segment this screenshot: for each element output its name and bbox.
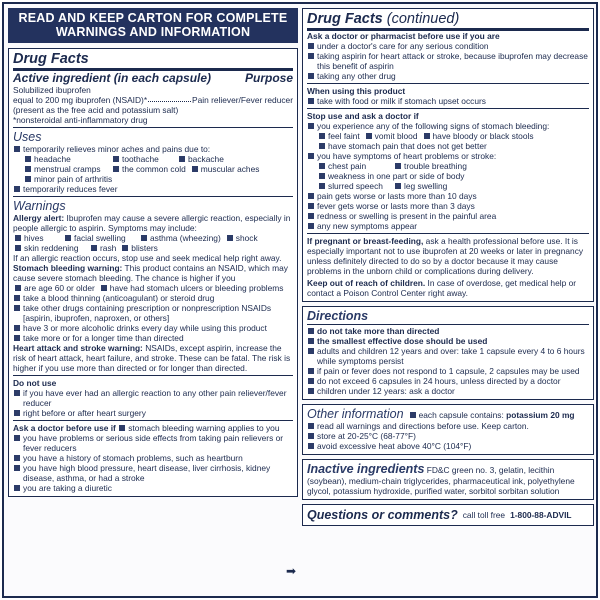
stomach-item: have 3 or more alcoholic drinks every day while using this product xyxy=(13,323,293,333)
when-using-label: When using this product xyxy=(307,86,406,96)
carton-header xyxy=(8,8,298,43)
questions-title: Questions or comments? xyxy=(307,508,458,522)
divider xyxy=(13,127,293,128)
ask-pharmacist-item: under a doctor's care for any serious condition xyxy=(307,41,589,51)
direction-item: do not exceed 6 capsules in 24 hours, unless directed by a doctor xyxy=(307,376,589,386)
active-line: Solubilized ibuprofen xyxy=(13,85,91,95)
allergy-label: Allergy alert: xyxy=(13,213,65,223)
purpose-heading: Purpose xyxy=(244,71,293,85)
continued-title xyxy=(307,11,589,28)
do-not-use-item: right before or after heart surgery xyxy=(13,408,293,418)
allergy-after: If an allergic reaction occurs, stop use and seek medical help right away. xyxy=(13,253,282,263)
direction-item: children under 12 years: ask a doctor xyxy=(307,386,589,396)
directions-panel xyxy=(302,306,594,400)
uses-items xyxy=(13,154,293,184)
ask-pharmacist-item: taking any other drug xyxy=(307,71,589,81)
symptom-item: shock xyxy=(227,233,271,243)
divider xyxy=(307,233,589,234)
use-item: muscular aches xyxy=(192,164,274,174)
symptom-item: rash xyxy=(91,243,116,253)
stop-use-intro: you experience any of the following signs of stomach bleeding: xyxy=(307,121,589,131)
use-item: minor pain of arthritis xyxy=(25,174,112,184)
header-line-1: READ AND KEEP CARTON FOR COMPLETE xyxy=(18,11,288,25)
inactive-ingredients-panel xyxy=(302,459,594,500)
keep-out-warning xyxy=(307,278,589,298)
divider xyxy=(307,324,589,325)
heart-label: Heart attack and stroke warning: xyxy=(13,343,143,353)
phone-number[interactable]: 1-800-88-ADVIL xyxy=(510,510,572,520)
stomach-item: take other drugs containing prescription or nonprescription NSAIDs xyxy=(13,303,293,313)
stomach-row xyxy=(13,283,293,293)
bleeding-signs xyxy=(307,131,589,141)
ask-doctor-item: you have a history of stomach problems, such as heartburn xyxy=(13,453,293,463)
direction-item: if pain or fever does not respond to 1 capsule, 2 capsules may be used xyxy=(307,366,589,376)
use-item: backache xyxy=(179,154,224,164)
allergy-text: Ibuprofen may cause a severe allergic reaction, especially in people allergic to aspirin. Symptoms may include: xyxy=(13,213,291,233)
inactive-text: FD&C green no. 3, gelatin, lecithin (soybean), medium-chain triglycerides, pharmaceutical ink, polyethylene glycol, potassium hydroxide, purified water, sorbitol sorbitan solution xyxy=(307,465,575,496)
other-info-title: Other information xyxy=(307,407,404,421)
do-not-use-item: if you have ever had an allergic reaction to any other pain reliever/fever reducer xyxy=(13,388,293,408)
stop-heart-intro: you have symptoms of heart problems or stroke: xyxy=(307,151,589,161)
pregnant-warning xyxy=(307,236,589,276)
heart-sign: chest pain xyxy=(319,161,389,171)
allergy-alert xyxy=(13,213,293,233)
use-item: the common cold xyxy=(113,164,186,174)
pregnant-label: If pregnant or breast-feeding, xyxy=(307,236,424,246)
symptom-item: blisters xyxy=(122,243,158,253)
divider xyxy=(307,83,589,84)
heart-text: NSAIDs, except aspirin, increase the risk of heart attack, heart failure, and stroke. These can be fatal. The risk is higher if you use more than directed or for longer than directed. xyxy=(13,343,291,373)
ask-doctor-first: stomach bleeding warning applies to you xyxy=(118,423,279,433)
uses-fever: temporarily reduces fever xyxy=(13,184,293,194)
use-item: menstrual cramps xyxy=(25,164,107,174)
carton-panel xyxy=(2,2,598,598)
ask-doctor-row xyxy=(13,423,293,433)
stomach-item: take a blood thinning (anticoagulant) or steroid drug xyxy=(13,293,293,303)
ask-doctor-item: you have problems or serious side effects from taking pain relievers or fever reducers xyxy=(13,433,293,453)
ask-doctor-label: Ask a doctor before use if xyxy=(13,423,116,433)
keep-out-label: Keep out of reach of children. xyxy=(307,278,426,288)
stomach-sub: [aspirin, ibuprofen, naproxen, or others] xyxy=(23,313,170,323)
continued-title-suffix: (continued) xyxy=(386,11,460,27)
stop-use-item: pain gets worse or lasts more than 10 days xyxy=(307,191,589,201)
warnings-title: Warnings xyxy=(13,199,66,213)
inactive-title: Inactive ingredients xyxy=(307,462,425,476)
stop-use-item: any new symptoms appear xyxy=(307,221,589,231)
bleeding-signs-2 xyxy=(307,141,589,151)
active-purpose-row xyxy=(13,95,293,105)
ask-pharmacist-label: Ask a doctor or pharmacist before use if you are xyxy=(307,31,500,41)
divider xyxy=(13,375,293,376)
heart-warning xyxy=(13,343,293,373)
direction-item: the smallest effective dose should be used xyxy=(307,336,589,346)
symptom-item: hives xyxy=(15,233,59,243)
potassium-prefix: each capsule contains: xyxy=(418,410,504,420)
heart-signs xyxy=(307,161,589,171)
stomach-item: are age 60 or older xyxy=(15,283,95,293)
do-not-use-label: Do not use xyxy=(13,378,57,388)
uses-title: Uses xyxy=(13,130,42,144)
pregnant-text: ask a health professional before use. It is especially important not to use ibuprofen at 20 weeks or later in pregnancy unless definitely directed to do so by a doctor because it may cause problems in the unborn child or complications during delivery. xyxy=(307,236,584,276)
bleeding-sign: have bloody or black stools xyxy=(424,131,534,141)
heart-sign: slurred speech xyxy=(319,181,389,191)
other-info-item: avoid excessive heat above 40°C (104°F) xyxy=(307,441,589,451)
allergy-symptoms xyxy=(13,233,293,253)
use-item: toothache xyxy=(113,154,173,164)
symptom-item: asthma (wheezing) xyxy=(141,233,221,243)
direction-item: do not take more than directed xyxy=(307,326,589,336)
divider xyxy=(13,196,293,197)
when-using-item: take with food or milk if stomach upset occurs xyxy=(307,96,589,106)
potassium-value: potassium 20 mg xyxy=(506,410,575,420)
drug-facts-title: Drug Facts xyxy=(13,51,89,67)
drug-facts-continued-panel xyxy=(302,8,594,302)
uses-intro: temporarily relieves minor aches and pains due to: xyxy=(13,144,293,154)
stomach-item: take more or for a longer time than directed xyxy=(13,333,293,343)
purpose-value: Pain reliever/Fever reducer xyxy=(191,95,293,105)
bleeding-sign: feel faint xyxy=(319,131,360,141)
heart-signs-3 xyxy=(307,181,589,191)
header-line-2: WARNINGS AND INFORMATION xyxy=(55,25,251,39)
stomach-item: have had stomach ulcers or bleeding problems xyxy=(101,283,284,293)
divider xyxy=(13,420,293,421)
symptom-item: facial swelling xyxy=(65,233,135,243)
ask-doctor-item: you have high blood pressure, heart disease, liver cirrhosis, kidney disease, asthma, or had a stroke xyxy=(13,463,293,483)
active-line: equal to 200 mg ibuprofen (NSAID)* xyxy=(13,95,148,105)
keep-out-text: In case of overdose, get medical help or contact a Poison Control Center right away. xyxy=(307,278,577,298)
right-arrow-icon: ➡ xyxy=(286,564,297,578)
ask-pharmacist-item: taking aspirin for heart attack or stroke, because ibuprofen may decrease this benefit of aspirin xyxy=(307,51,589,71)
left-column xyxy=(8,8,298,497)
right-column xyxy=(302,8,594,526)
other-info-heading-row xyxy=(307,407,589,421)
continued-title-main: Drug Facts xyxy=(307,11,383,27)
bleeding-sign: vomit blood xyxy=(366,131,418,141)
symptom-item: skin reddening xyxy=(15,243,85,253)
heart-sign: trouble breathing xyxy=(395,161,467,171)
other-info-panel xyxy=(302,404,594,455)
heart-sign: weakness in one part or side of body xyxy=(319,171,464,181)
directions-title: Directions xyxy=(307,309,369,323)
call-text: call toll free xyxy=(462,510,506,520)
questions-panel xyxy=(302,504,594,526)
stop-use-item: fever gets worse or lasts more than 3 days xyxy=(307,201,589,211)
stomach-label: Stomach bleeding warning: xyxy=(13,263,123,273)
direction-item: adults and children 12 years and over: take 1 capsule every 4 to 6 hours while symptoms persist xyxy=(307,346,589,366)
stop-use-item: redness or swelling is present in the painful area xyxy=(307,211,589,221)
ask-doctor-item: you are taking a diuretic xyxy=(13,483,293,493)
bleeding-sign: have stomach pain that does not get better xyxy=(319,141,487,151)
stomach-text: This product contains an NSAID, which may cause severe stomach bleeding. The chance is higher if you xyxy=(13,263,288,283)
dot-leader xyxy=(148,95,191,102)
active-ingredient-heading-row xyxy=(13,71,293,85)
divider xyxy=(307,108,589,109)
inactive-ingredients xyxy=(307,462,589,496)
active-line: *nonsteroidal anti-inflammatory drug xyxy=(13,115,148,125)
active-ingredient-heading: Active ingredient (in each capsule) xyxy=(13,71,212,85)
heart-signs-2 xyxy=(307,171,589,181)
use-item: headache xyxy=(25,154,107,164)
other-info-item: read all warnings and directions before use. Keep carton. xyxy=(307,421,589,431)
heart-sign: leg swelling xyxy=(395,181,447,191)
active-line: (present as the free acid and potassium salt) xyxy=(13,105,179,115)
stomach-warning xyxy=(13,263,293,283)
stop-use-label: Stop use and ask a doctor if xyxy=(307,111,419,121)
other-info-item: store at 20-25°C (68-77°F) xyxy=(307,431,589,441)
potassium-line xyxy=(409,410,575,420)
drug-facts-panel xyxy=(8,48,298,497)
